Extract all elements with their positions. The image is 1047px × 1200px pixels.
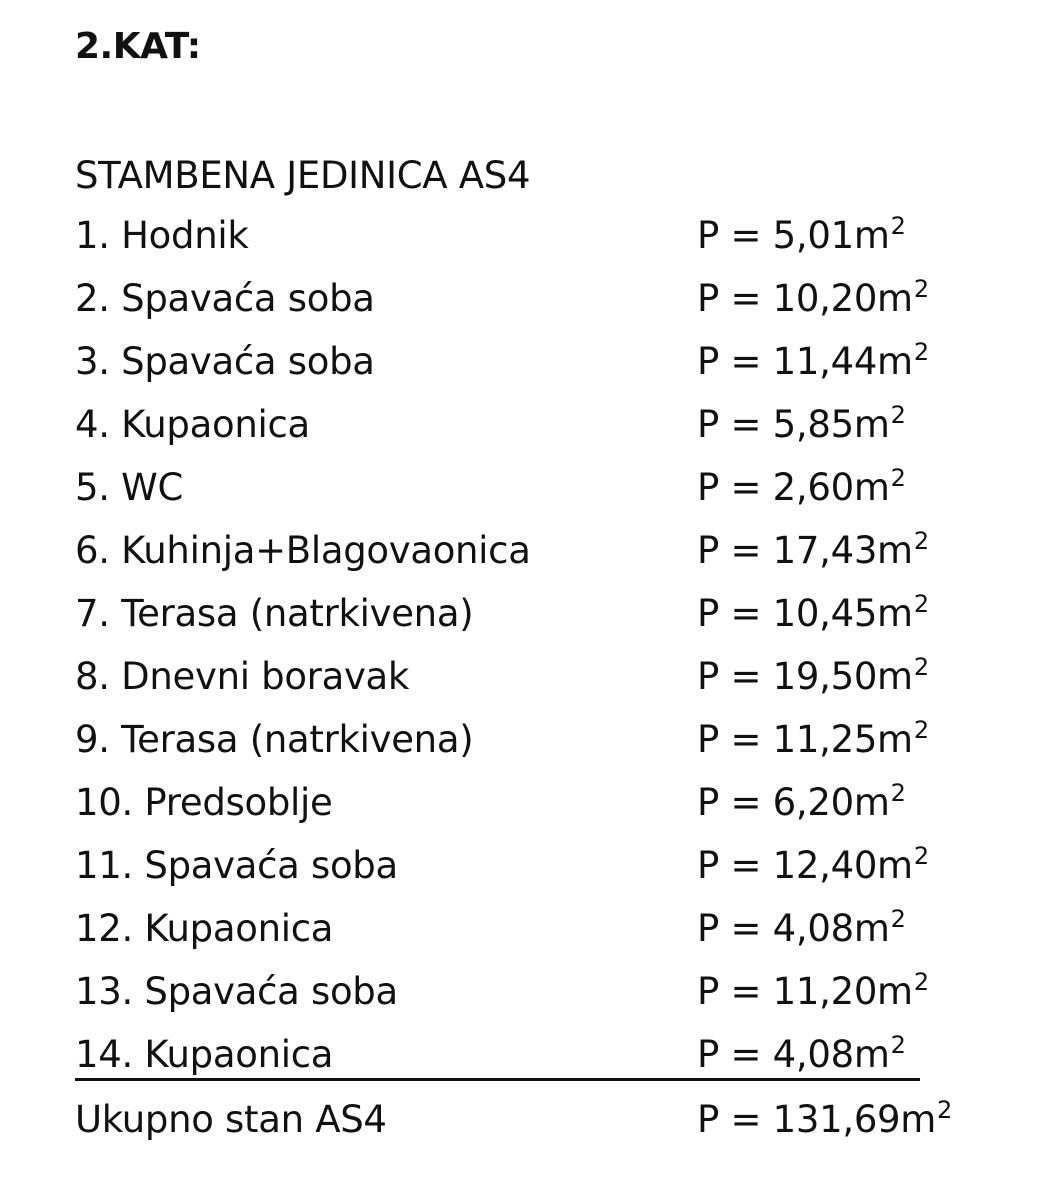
total-row xyxy=(75,1091,995,1151)
room-area: $P = 17,43m^2$ xyxy=(697,527,929,572)
room-area: $P = 4,08m^2$ xyxy=(697,905,906,950)
room-name: 1. Hodnik xyxy=(75,214,249,257)
room-name: 5. WC xyxy=(75,466,183,509)
room-row xyxy=(75,396,975,459)
room-row xyxy=(75,837,975,900)
room-name: 6. Kuhinja+Blagovaonica xyxy=(75,529,531,572)
room-area: $P = 10,20m^2$ xyxy=(697,275,929,320)
room-row xyxy=(75,900,975,963)
room-area: $P = 11,44m^2$ xyxy=(697,338,929,383)
room-row xyxy=(75,270,975,333)
room-area: $P = 12,40m^2$ xyxy=(697,842,929,887)
room-area: $P = 6,20m^2$ xyxy=(697,779,906,824)
room-area: $P = 5,01m^2$ xyxy=(697,212,906,257)
room-name: 2. Spavaća soba xyxy=(75,277,375,320)
room-area: $P = 19,50m^2$ xyxy=(697,653,929,698)
room-row xyxy=(75,207,975,270)
room-row xyxy=(75,585,975,648)
room-name: 10. Predsoblje xyxy=(75,781,333,824)
total-area: $P = 131,69m^2$ xyxy=(697,1096,953,1141)
room-name: 7. Terasa (natrkivena) xyxy=(75,592,474,635)
room-row xyxy=(75,522,975,585)
floor-heading: 2.KAT: xyxy=(75,26,201,67)
room-name: 9. Terasa (natrkivena) xyxy=(75,718,474,761)
room-name: 14. Kupaonica xyxy=(75,1033,334,1076)
room-row xyxy=(75,459,975,522)
total-label: Ukupno stan AS4 xyxy=(75,1098,387,1141)
room-area: $P = 10,45m^2$ xyxy=(697,590,929,635)
room-area: $P = 4,08m^2$ xyxy=(697,1031,906,1076)
room-name: 13. Spavaća soba xyxy=(75,970,398,1013)
room-area: $P = 11,25m^2$ xyxy=(697,716,929,761)
room-row xyxy=(75,648,975,711)
room-name: 4. Kupaonica xyxy=(75,403,310,446)
room-row xyxy=(75,963,975,1026)
room-list xyxy=(75,207,975,1089)
room-row xyxy=(75,711,975,774)
room-area: $P = 2,60m^2$ xyxy=(697,464,906,509)
room-row xyxy=(75,774,975,837)
room-name: 11. Spavaća soba xyxy=(75,844,398,887)
room-area: $P = 5,85m^2$ xyxy=(697,401,906,446)
room-name: 8. Dnevni boravak xyxy=(75,655,410,698)
sum-divider-line xyxy=(75,1078,920,1081)
room-name: 12. Kupaonica xyxy=(75,907,334,950)
room-name: 3. Spavaća soba xyxy=(75,340,375,383)
unit-title: STAMBENA JEDINICA AS4 xyxy=(75,154,531,197)
room-row xyxy=(75,333,975,396)
room-area: $P = 11,20m^2$ xyxy=(697,968,929,1013)
